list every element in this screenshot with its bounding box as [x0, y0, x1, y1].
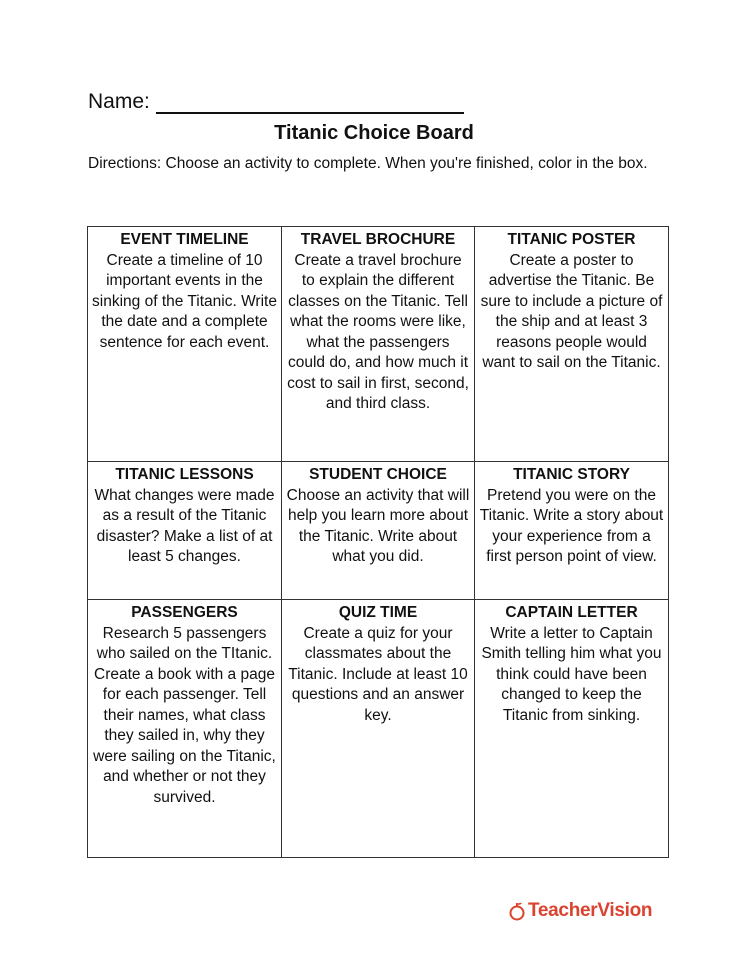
- board-cell-quiz-time: [282, 600, 475, 858]
- board-cell-captain-letter: [475, 600, 669, 858]
- cell-text: Choose an activity that will help you learn more about the Titanic. Write about what you did.: [286, 486, 470, 565]
- cell-title: EVENT TIMELINE: [120, 231, 249, 248]
- cell-title: PASSENGERS: [131, 604, 238, 621]
- cell-title: STUDENT CHOICE: [309, 466, 447, 483]
- directions-text: Directions: Choose an activity to complete. When you're finished, color in the box.: [88, 155, 648, 172]
- board-row: [88, 600, 669, 858]
- name-field: [88, 90, 464, 114]
- cell-title: TITANIC STORY: [513, 466, 630, 483]
- cell-text: Create a travel brochure to explain the different classes on the Titanic. Tell what the rooms were like, what the passengers could do, and how much it cost to sail in first, second, and third class.: [287, 251, 469, 412]
- board-cell-titanic-lessons: [88, 462, 282, 600]
- cell-title: TITANIC POSTER: [507, 231, 636, 248]
- choice-board: [87, 226, 669, 858]
- teachervision-logo: [508, 900, 652, 922]
- name-blank-line: [156, 92, 464, 114]
- board-cell-travel-brochure: [282, 227, 475, 462]
- board-cell-event-timeline: [88, 227, 282, 462]
- cell-title: TRAVEL BROCHURE: [300, 231, 456, 248]
- cell-text: What changes were made as a result of the Titanic disaster? Make a list of at least 5 changes.: [94, 486, 275, 565]
- page-title: Titanic Choice Board: [274, 122, 474, 144]
- board-cell-passengers: [88, 600, 282, 858]
- cell-text: Research 5 passengers who sailed on the TItanic. Create a book with a page for each passenger. Tell their names, what class they sailed in, why they were sailing on the Titanic, and whether or not they survived.: [93, 624, 276, 806]
- board-cell-titanic-poster: [475, 227, 669, 462]
- cell-title: QUIZ TIME: [338, 604, 418, 621]
- board-cell-student-choice: [282, 462, 475, 600]
- apple-icon: [508, 901, 526, 921]
- cell-title: CAPTAIN LETTER: [505, 604, 638, 621]
- board-cell-titanic-story: [475, 462, 669, 600]
- board-row: [88, 462, 669, 600]
- brand-name: TeacherVision: [528, 900, 653, 921]
- cell-text: Create a poster to advertise the Titanic. Be sure to include a picture of the ship and at least 3 reasons people would want to sail on the Titanic.: [480, 251, 663, 371]
- cell-text: Create a quiz for your classmates about the Titanic. Include at least 10 questions and an answer key.: [288, 624, 468, 724]
- cell-text: Write a letter to Captain Smith telling him what you think could have been changed to keep the Titanic from sinking.: [481, 624, 662, 724]
- name-label: Name:: [88, 90, 150, 113]
- board-row: [88, 227, 669, 462]
- cell-text: Pretend you were on the Titanic. Write a story about your experience from a first person point of view.: [479, 486, 664, 565]
- cell-text: Create a timeline of 10 important events in the sinking of the Titanic. Write the date and a complete sentence for each event.: [92, 251, 277, 351]
- cell-title: TITANIC LESSONS: [115, 466, 254, 483]
